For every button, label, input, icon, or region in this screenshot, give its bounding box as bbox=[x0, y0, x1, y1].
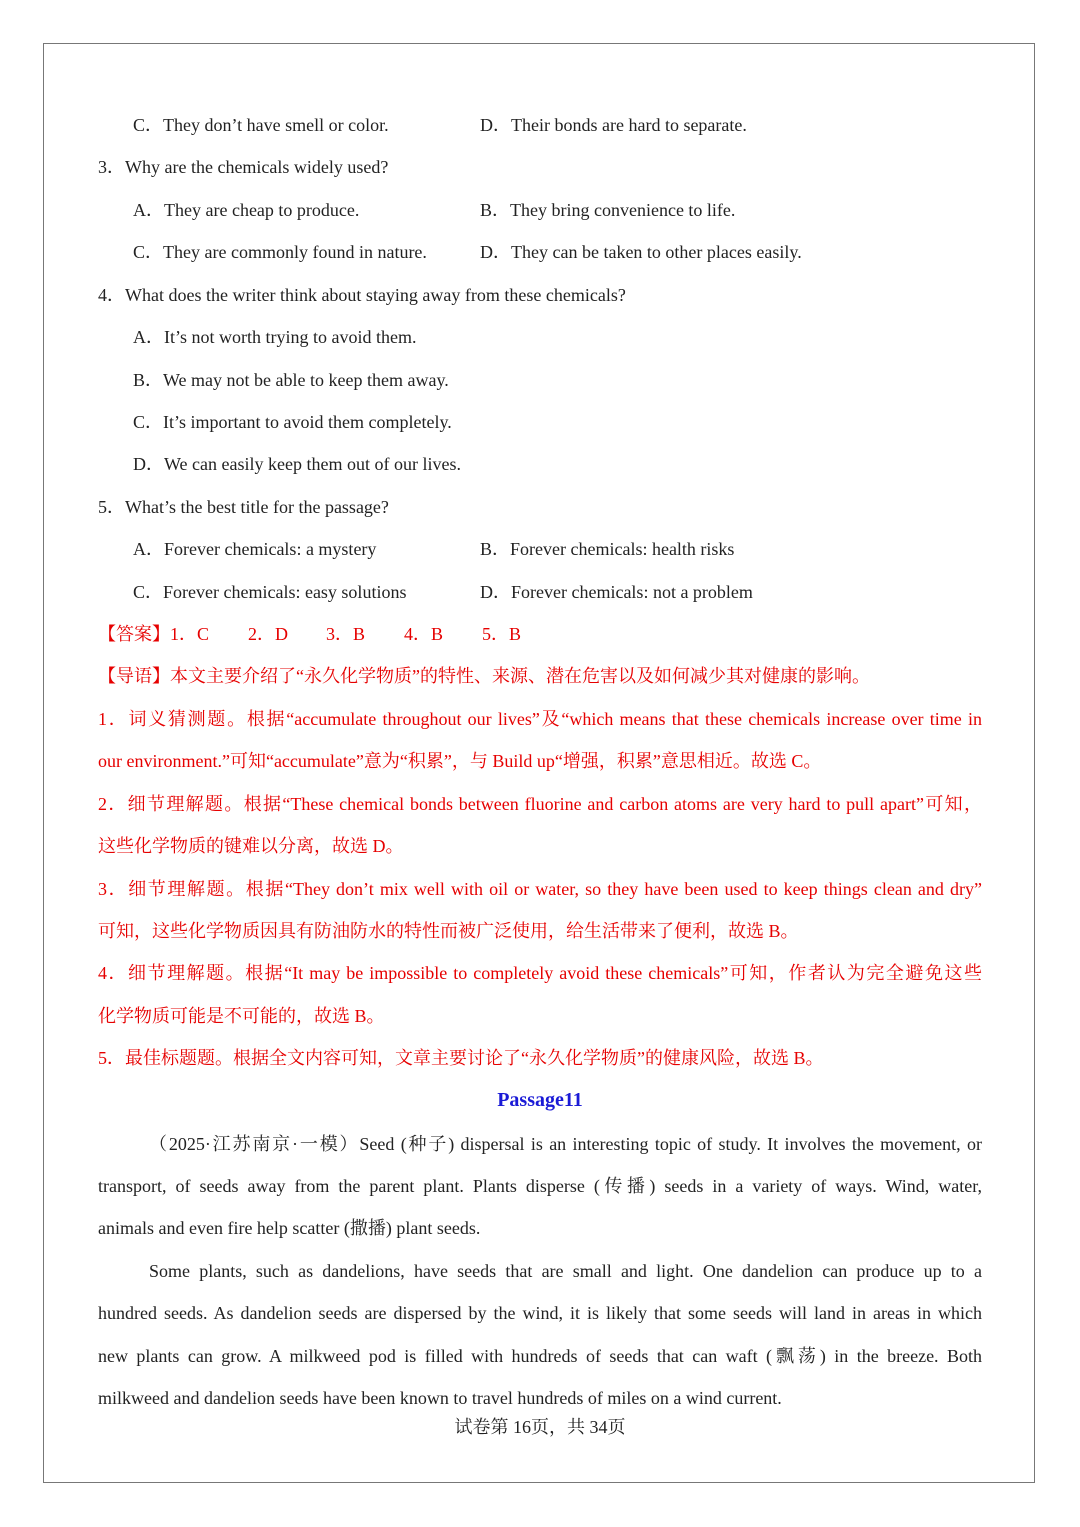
q3-option-a: A．They are cheap to produce. bbox=[133, 200, 360, 220]
passage-p1-line-1: （2025·江苏南京·一模）Seed (种子) dispersal is an interesting topic of study. It involves the movement, or bbox=[149, 1134, 982, 1154]
passage-p2-line-4: milkweed and dandelion seeds have been known to travel hundreds of miles on a wind current. bbox=[98, 1388, 782, 1408]
passage-p2-line-3: new plants can grow. A milkweed pod is filled with hundreds of seeds that can waft (飘荡) in the breeze. Both bbox=[98, 1346, 982, 1366]
q4-stem: 4．What does the writer think about staying away from these chemicals? bbox=[98, 285, 626, 305]
answer-item: 2．D bbox=[248, 624, 288, 644]
answer-label: 【答案】 bbox=[98, 624, 170, 644]
passage-p2-line-1: Some plants, such as dandelions, have seeds that are small and light. One dandelion can produce up to a bbox=[149, 1261, 982, 1281]
explanation-intro: 【导语】本文主要介绍了“永久化学物质”的特性、来源、潜在危害以及如何减少其对健康的影响。 bbox=[98, 666, 870, 686]
explanation-2-line-1: 2．细节理解题。根据“These chemical bonds between fluorine and carbon atoms are very hard to pull apart”可知， bbox=[98, 794, 982, 814]
explanation-4-line-2: 化学物质可能是不可能的，故选 B。 bbox=[98, 1006, 385, 1026]
answer-item: 4．B bbox=[404, 624, 444, 644]
answer-item: 1．C bbox=[170, 624, 210, 644]
q5-option-a: A．Forever chemicals: a mystery bbox=[133, 539, 377, 559]
explanation-3-line-1: 3．细节理解题。根据“They don’t mix well with oil or water, so they have been used to keep things clean and dry” bbox=[98, 879, 982, 899]
q5-option-d: D．Forever chemicals: not a problem bbox=[480, 582, 753, 602]
explanation-1-line-1: 1．词义猜测题。根据“accumulate throughout our lives”及“which means that these chemicals increase over time in bbox=[98, 709, 982, 729]
q3-option-d: D．They can be taken to other places easily. bbox=[480, 242, 802, 262]
answer-key bbox=[98, 622, 521, 646]
q5-stem: 5．What’s the best title for the passage? bbox=[98, 497, 389, 517]
q3-stem: 3．Why are the chemicals widely used? bbox=[98, 157, 389, 177]
q2-option-c: C．They don’t have smell or color. bbox=[133, 115, 389, 135]
passage-p1-line-3: animals and even fire help scatter (撒播) plant seeds. bbox=[98, 1218, 481, 1238]
q4-option-d: D．We can easily keep them out of our lives. bbox=[133, 454, 461, 474]
q4-option-c: C．It’s important to avoid them completely. bbox=[133, 412, 452, 432]
q3-option-c: C．They are commonly found in nature. bbox=[133, 242, 427, 262]
passage-p2-line-2: hundred seeds. As dandelion seeds are dispersed by the wind, it is likely that some seeds will land in areas in which bbox=[98, 1303, 982, 1323]
explanation-3-line-2: 可知，这些化学物质因具有防油防水的特性而被广泛使用，给生活带来了便利，故选 B。 bbox=[98, 921, 799, 941]
explanation-2-line-2: 这些化学物质的键难以分离，故选 D。 bbox=[98, 836, 404, 856]
answer-item: 5．B bbox=[482, 624, 522, 644]
q3-option-b: B．They bring convenience to life. bbox=[480, 200, 736, 220]
q5-option-c: C．Forever chemicals: easy solutions bbox=[133, 582, 407, 602]
answer-item: 3．B bbox=[326, 624, 366, 644]
q5-option-b: B．Forever chemicals: health risks bbox=[480, 539, 735, 559]
passage-p1-line-2: transport, of seeds away from the parent plant. Plants disperse (传播) seeds in a variety of ways. Wind, water, bbox=[98, 1176, 982, 1196]
page-footer: 试卷第 16页，共 34页 bbox=[454, 1417, 626, 1437]
explanation-5: 5．最佳标题题。根据全文内容可知，文章主要讨论了“永久化学物质”的健康风险，故选 B。 bbox=[98, 1048, 824, 1068]
q2-option-d: D．Their bonds are hard to separate. bbox=[480, 115, 747, 135]
passage-title: Passage11 bbox=[497, 1089, 583, 1111]
q4-option-b: B．We may not be able to keep them away. bbox=[133, 370, 449, 390]
q4-option-a: A．It’s not worth trying to avoid them. bbox=[133, 327, 417, 347]
explanation-4-line-1: 4．细节理解题。根据“It may be impossible to completely avoid these chemicals”可知，作者认为完全避免这些 bbox=[98, 963, 982, 983]
explanation-1-line-2: our environment.”可知“accumulate”意为“积累”，与 Build up“增强，积累”意思相近。故选 C。 bbox=[98, 751, 822, 771]
